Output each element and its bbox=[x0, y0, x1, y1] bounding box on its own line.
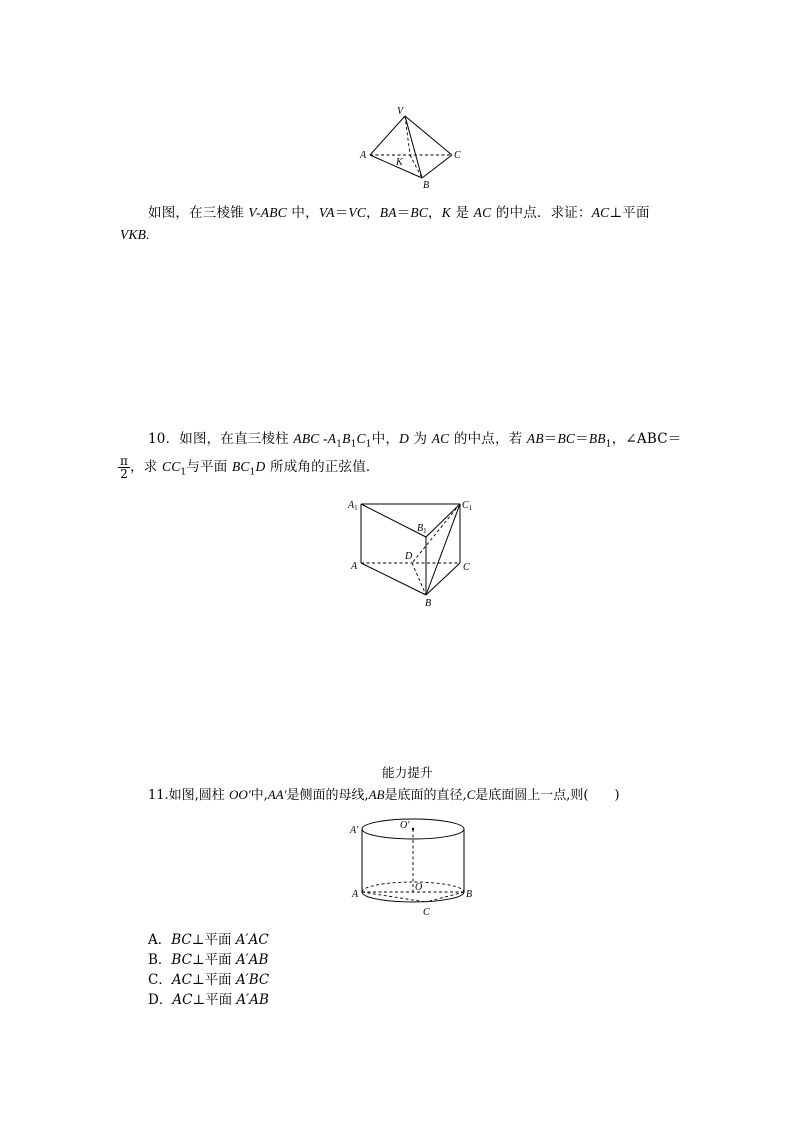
segment-c1b bbox=[426, 504, 460, 595]
label-o1: O′ bbox=[400, 820, 410, 831]
edge-cb bbox=[422, 155, 452, 178]
chord-ac bbox=[362, 892, 426, 902]
label-d: D bbox=[405, 551, 413, 562]
section-title: 能力提升 bbox=[382, 765, 433, 780]
edge-b1c1 bbox=[426, 504, 460, 537]
label-c: C bbox=[454, 150, 461, 161]
options-list bbox=[148, 930, 269, 1010]
edge-vb bbox=[405, 116, 422, 178]
label-a: A bbox=[360, 150, 367, 161]
edge-ab bbox=[361, 563, 426, 595]
edge-vc bbox=[405, 116, 452, 155]
label-a1: A′ bbox=[350, 825, 359, 836]
label-a: A bbox=[352, 889, 359, 900]
label-a: A bbox=[351, 561, 358, 572]
segment-db bbox=[412, 563, 426, 595]
problem-10-line-2: $\frac{\pi}{2}$ ，求 $CC_1$与平面 $BC_1D$ 所成角的正弦值． bbox=[120, 454, 380, 481]
point-o1 bbox=[412, 828, 414, 830]
option-a[interactable]: A．BC⊥平面 A′AC bbox=[148, 932, 269, 948]
problem-9-line-2: VKB. bbox=[120, 227, 150, 242]
option-c[interactable]: C．AC⊥平面 A′BC bbox=[148, 972, 270, 988]
fraction-pi-over-2: $\frac{\pi}{2}$ bbox=[120, 454, 129, 481]
bottom-ellipse-front bbox=[362, 892, 464, 902]
problem-11-stem: 11.如图,圆柱 OO′中,AA′是侧面的母线,AB是底面的直径,C是底面圆上一点,则( ) bbox=[148, 787, 620, 803]
label-c: C bbox=[423, 907, 430, 918]
label-c: C bbox=[463, 562, 470, 573]
label-b: B bbox=[466, 889, 473, 900]
edge-va bbox=[370, 116, 405, 155]
problem-10-line-1: 10．如图，在直三棱柱 ABC $-A_1B_1C_1$中，D 为 AC 的中点，若 $AB=BC=BB_1$，∠ABC＝ bbox=[148, 431, 682, 450]
figure-prism bbox=[342, 495, 482, 613]
label-b1: $B_1$ bbox=[417, 523, 427, 535]
label-a1: $A_1$ bbox=[348, 500, 358, 512]
problem-9-line-1: 如图，在三棱锥 V-ABC 中，VA＝VC，BA＝BC，K 是 AC 的中点．求证：AC⊥平面 bbox=[148, 205, 650, 221]
figure-cylinder bbox=[346, 812, 486, 920]
option-d[interactable]: D．AC⊥平面 A′AB bbox=[148, 992, 269, 1008]
label-k: K bbox=[396, 157, 403, 168]
label-c1: $C_1$ bbox=[462, 500, 473, 512]
label-o: O bbox=[415, 882, 423, 893]
segment-kb bbox=[410, 155, 422, 178]
segment-vk bbox=[405, 116, 410, 155]
figure-tetrahedron bbox=[355, 103, 465, 193]
label-b: B bbox=[425, 598, 432, 609]
edge-cb bbox=[426, 563, 460, 595]
label-b: B bbox=[423, 180, 430, 191]
option-b[interactable]: B．BC⊥平面 A′AB bbox=[148, 952, 269, 968]
label-v: V bbox=[397, 106, 404, 117]
